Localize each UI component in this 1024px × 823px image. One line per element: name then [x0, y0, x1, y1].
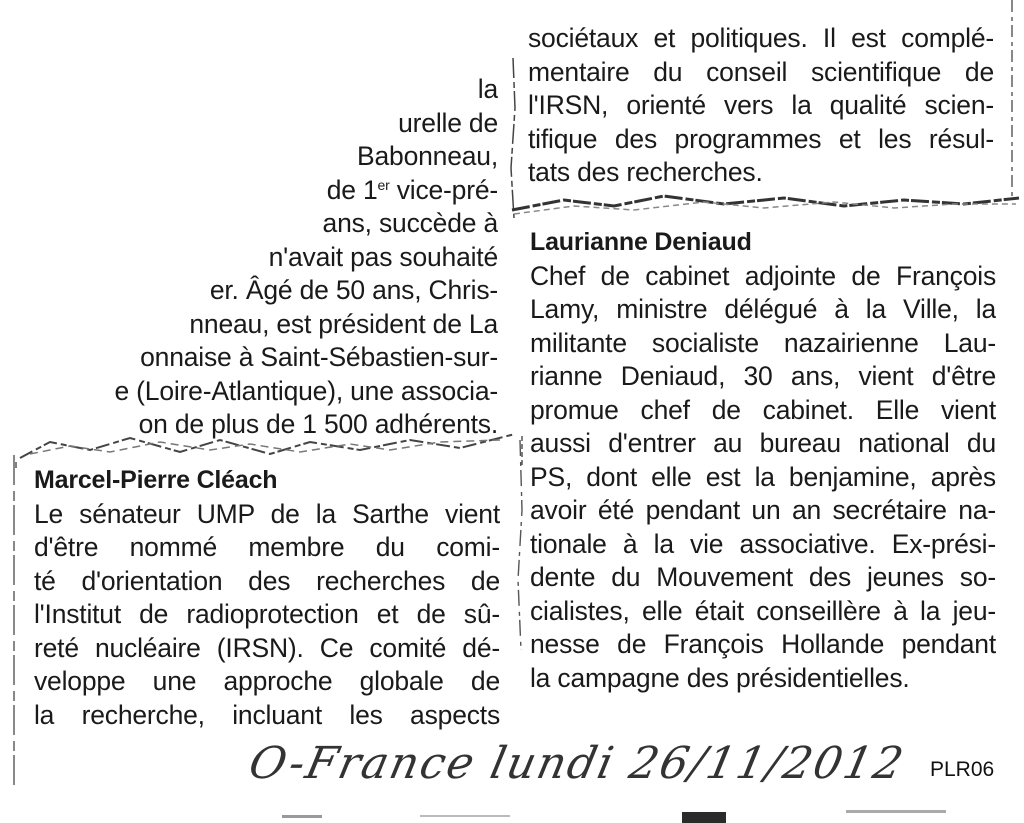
text-line: tionale à la vie associative. Ex-prési- [530, 528, 996, 559]
article-heading: Marcel-Pierre Cléach [34, 466, 278, 494]
text-line: cialistes, elle était conseillère à la jeu- [530, 595, 996, 626]
left-top-fragment [20, 73, 498, 442]
text-line: té d'orientation des recherches de [34, 565, 500, 596]
archive-code: PLR06 [930, 758, 995, 781]
text-line: urelle de [398, 107, 498, 138]
text-line: la campagne des présidentielles. [530, 662, 910, 693]
text-line: PS, dont elle est la benjamine, après [530, 461, 996, 492]
clipping-border-middle-bottom [512, 440, 532, 660]
text-line: onnaise à Saint-Sébastien-sur- [140, 342, 498, 372]
text-line-with-sup [20, 174, 498, 208]
right-top-fragment [528, 22, 994, 190]
text-line: d'être nommé membre du comi- [34, 532, 500, 562]
text-line: Le sénateur UMP de la Sarthe vient [34, 498, 500, 529]
text-segment: vice-pré- [389, 174, 498, 205]
text-line: militante socialiste nazairienne Lau- [530, 327, 996, 358]
torn-paper-edge [504, 190, 1024, 218]
text-line: sociétaux et politiques. Il est complé- [528, 23, 994, 53]
scan-artifact [846, 810, 946, 813]
superscript: er [377, 176, 390, 193]
text-line: ans, succède à [322, 208, 498, 238]
text-line: tifique des programmes et les résul- [528, 123, 994, 154]
text-line: on de plus de 1 500 adhérents. [138, 409, 498, 439]
text-line: n'avait pas souhaité [268, 241, 498, 272]
text-line: Lamy, ministre délégué à la Ville, la [530, 294, 996, 324]
text-line: reté nucléaire (IRSN). Ce comité dé- [34, 632, 500, 663]
article-deniaud [530, 226, 996, 695]
clipping-border-right [1004, 0, 1020, 210]
text-line: tats des recherches. [528, 157, 763, 187]
article-heading: Laurianne Deniaud [530, 228, 752, 256]
text-line: la [477, 74, 498, 104]
handwritten-annotation: O-France lundi 26/11/2012 [244, 738, 910, 789]
scan-artifact [282, 815, 322, 818]
text-line: Chef de cabinet adjointe de François [530, 260, 996, 291]
text-line: veloppe une approche globale de [34, 666, 500, 696]
text-line: l'Institut de radioprotection et de sû- [34, 599, 500, 629]
text-line: rianne Deniaud, 30 ans, vient d'être [530, 361, 996, 391]
article-cleach [34, 464, 500, 732]
text-line: aussi d'entrer au bureau national du [530, 428, 996, 458]
text-line: mentaire du conseil scientifique de [528, 56, 994, 87]
scan-artifact [682, 812, 726, 823]
text-line: l'IRSN, orienté vers la qualité scien- [528, 90, 994, 120]
text-line: Babonneau, [357, 141, 498, 171]
scan-artifact [420, 815, 510, 817]
text-line: promue chef de cabinet. Elle vient [530, 394, 996, 425]
text-line: la recherche, incluant les aspects [34, 699, 500, 730]
text-line: e (Loire-Atlantique), une associa- [114, 375, 498, 406]
text-line: nesse de François Hollande pendant [530, 629, 996, 659]
text-line: nneau, est président de La [189, 308, 498, 339]
text-line: avoir été pendant un an secrétaire na- [530, 495, 996, 525]
torn-paper-edge [10, 428, 530, 468]
clipping-border-left [8, 455, 22, 795]
text-line: dente du Mouvement des jeunes so- [530, 562, 996, 592]
text-line: er. Âgé de 50 ans, Chris- [209, 275, 498, 305]
text-segment: de 1 [326, 174, 378, 205]
